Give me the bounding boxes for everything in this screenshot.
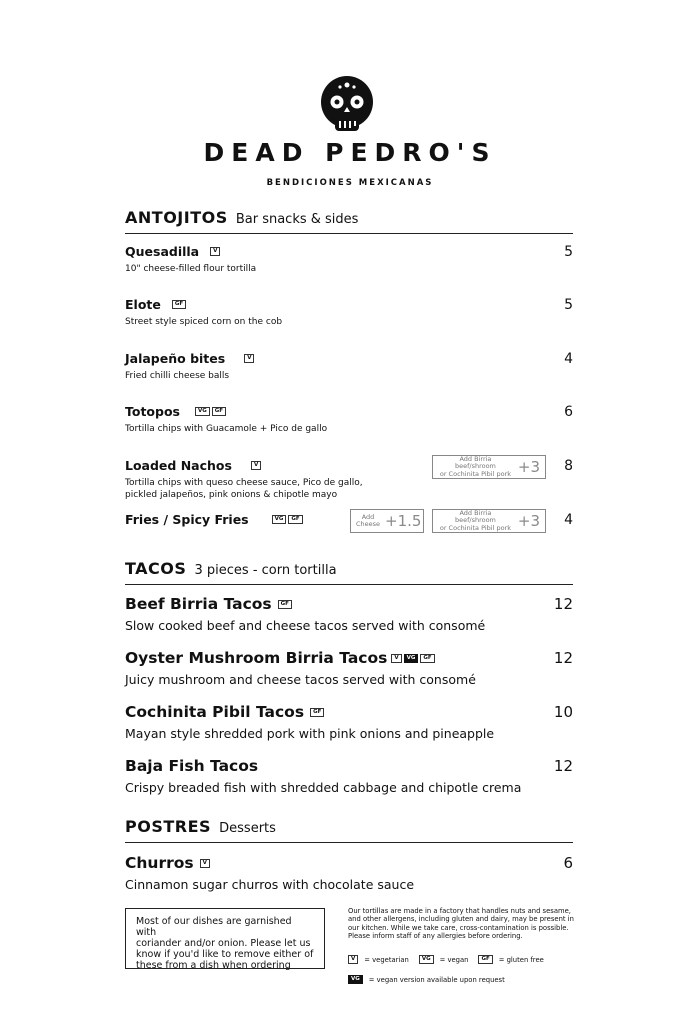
- legend-label: = vegan version available upon request: [368, 975, 505, 984]
- menu-item-jalapeno-bites: [125, 351, 573, 382]
- menu-item-oyster-mushroom-tacos: [125, 649, 573, 687]
- addon-birria-nachos: [432, 455, 546, 479]
- item-name: Churros: [125, 854, 194, 872]
- note-line: Most of our dishes are garnished with: [136, 916, 292, 938]
- tag-vegetarian: V: [391, 654, 401, 663]
- menu-item-churros: [125, 854, 573, 892]
- menu-item-quesadilla: [125, 244, 573, 275]
- garnish-note-box: [125, 908, 325, 969]
- allergy-line: Our tortillas are made in a factory that handles nuts and sesame,: [348, 907, 571, 915]
- addon-cheese-fries: [350, 509, 424, 533]
- addon-price: +3: [517, 512, 540, 530]
- addon-text: Add Birria beef/shroom: [454, 508, 496, 525]
- item-description: 10" cheese-filled flour tortilla: [125, 264, 257, 274]
- tag-vegetarian: V: [210, 247, 220, 256]
- menu-item-totopos: [125, 404, 573, 435]
- section-title: ANTOJITOS: [125, 208, 228, 227]
- item-price: 8: [564, 458, 573, 474]
- tag-gluten-free: GF: [278, 600, 292, 609]
- tag-gluten-free: GF: [212, 407, 226, 416]
- tag-vegetarian: V: [200, 859, 210, 868]
- item-price: 6: [563, 854, 573, 872]
- item-name: Oyster Mushroom Birria Tacos: [125, 649, 388, 667]
- desc-line: pickled jalapeños, pink onions & chipotle mayo: [125, 490, 338, 500]
- section-title: POSTRES: [125, 817, 212, 836]
- item-name: Totopos: [125, 404, 180, 419]
- allergy-line: Please inform staff of any allergies before ordering.: [348, 931, 523, 940]
- item-name: Quesadilla: [125, 244, 200, 259]
- brand-tagline: BENDICIONES MEXICANAS: [266, 178, 434, 188]
- item-price: 10: [553, 703, 573, 721]
- tag-vegetarian: V: [251, 461, 261, 470]
- addon-text: Add: [361, 512, 375, 521]
- legend-tag-vegan-on-request: VG: [348, 975, 363, 984]
- legend-tag-vegetarian: V: [348, 955, 358, 964]
- sugar-skull-icon: [319, 76, 375, 132]
- addon-text: Cheese: [356, 520, 381, 528]
- item-description: Crispy breaded fish with shredded cabbage and chipotle crema: [125, 780, 522, 795]
- section-antojitos-header: [125, 208, 573, 234]
- addon-text: or Cochinita Pibil pork: [439, 523, 512, 532]
- item-price: 5: [564, 297, 573, 313]
- allergy-line: our kitchen. While we take care, cross-contamination is possible.: [348, 923, 569, 932]
- addon-birria-fries: [432, 509, 546, 533]
- section-subtitle: 3 pieces - corn tortilla: [194, 563, 337, 578]
- dietary-legend: [348, 955, 544, 964]
- item-description: Tortilla chips with Guacamole + Pico de gallo: [125, 424, 328, 434]
- tag-gluten-free: GF: [288, 515, 302, 524]
- item-name: Beef Birria Tacos: [125, 595, 272, 613]
- section-subtitle: Desserts: [219, 821, 276, 836]
- item-price: 12: [553, 595, 573, 613]
- section-subtitle: Bar snacks & sides: [235, 212, 359, 227]
- item-price: 5: [564, 244, 573, 260]
- item-description: Mayan style shredded pork with pink onions and pineapple: [125, 726, 495, 741]
- item-name: Loaded Nachos: [125, 458, 232, 473]
- section-title: TACOS: [125, 559, 187, 578]
- item-name: Cochinita Pibil Tacos: [125, 703, 305, 721]
- tag-vegetarian: V: [244, 354, 254, 363]
- legend-label: = vegetarian: [364, 955, 409, 964]
- menu-item-baja-fish-tacos: [125, 757, 573, 795]
- item-price: 12: [553, 757, 573, 775]
- legend-tag-gluten-free: GF: [478, 955, 492, 964]
- item-price: 6: [564, 404, 573, 420]
- legend-tag-vegan: VG: [419, 955, 434, 964]
- allergy-line: and other allergens, including gluten and dairy, may be present in: [348, 915, 574, 924]
- tag-gluten-free: GF: [172, 300, 186, 309]
- tag-vegan-on-request: VG: [404, 654, 419, 663]
- item-description: Street style spiced corn on the cob: [125, 317, 283, 327]
- brand-name: DEAD PEDRO'S: [203, 138, 497, 167]
- legend-label: = vegan: [439, 955, 469, 964]
- item-name: Baja Fish Tacos: [125, 757, 259, 775]
- item-price: 12: [553, 649, 573, 667]
- item-name: Jalapeño bites: [125, 351, 226, 366]
- menu-item-cochinita-pibil-tacos: [125, 703, 573, 741]
- menu-item-beef-birria-tacos: [125, 595, 573, 633]
- note-line: coriander and/or onion. Please let us: [136, 938, 311, 949]
- item-name: Fries / Spicy Fries: [125, 512, 249, 527]
- section-tacos-header: [125, 559, 573, 585]
- menu-item-elote: [125, 297, 573, 328]
- note-line: know if you'd like to remove either of: [136, 949, 314, 960]
- section-postres-header: [125, 817, 573, 843]
- tag-vegan: VG: [195, 407, 210, 416]
- allergy-notice: [348, 907, 578, 940]
- addon-text: Add Birria beef/shroom: [454, 454, 496, 471]
- addon-text: or Cochinita Pibil pork: [439, 469, 512, 478]
- item-price: 4: [564, 351, 573, 367]
- item-description: Cinnamon sugar churros with chocolate sauce: [125, 877, 415, 892]
- item-price: 4: [564, 512, 573, 528]
- legend-label: = gluten free: [498, 955, 544, 964]
- item-description: Juicy mushroom and cheese tacos served with consomé: [125, 672, 476, 687]
- addon-price: +1.5: [385, 512, 422, 530]
- vegan-request-legend: [348, 975, 505, 984]
- addon-price: +3: [517, 458, 540, 476]
- tag-gluten-free: GF: [420, 654, 434, 663]
- item-name: Elote: [125, 297, 161, 312]
- tag-gluten-free: GF: [310, 708, 324, 717]
- note-line: these from a dish when ordering: [136, 960, 291, 971]
- desc-line: Tortilla chips with queso cheese sauce, Pico de gallo,: [125, 478, 363, 488]
- tag-vegan: VG: [272, 515, 287, 524]
- item-description: [125, 477, 573, 501]
- item-description: Fried chilli cheese balls: [125, 371, 230, 381]
- item-description: Slow cooked beef and cheese tacos served with consomé: [125, 618, 486, 633]
